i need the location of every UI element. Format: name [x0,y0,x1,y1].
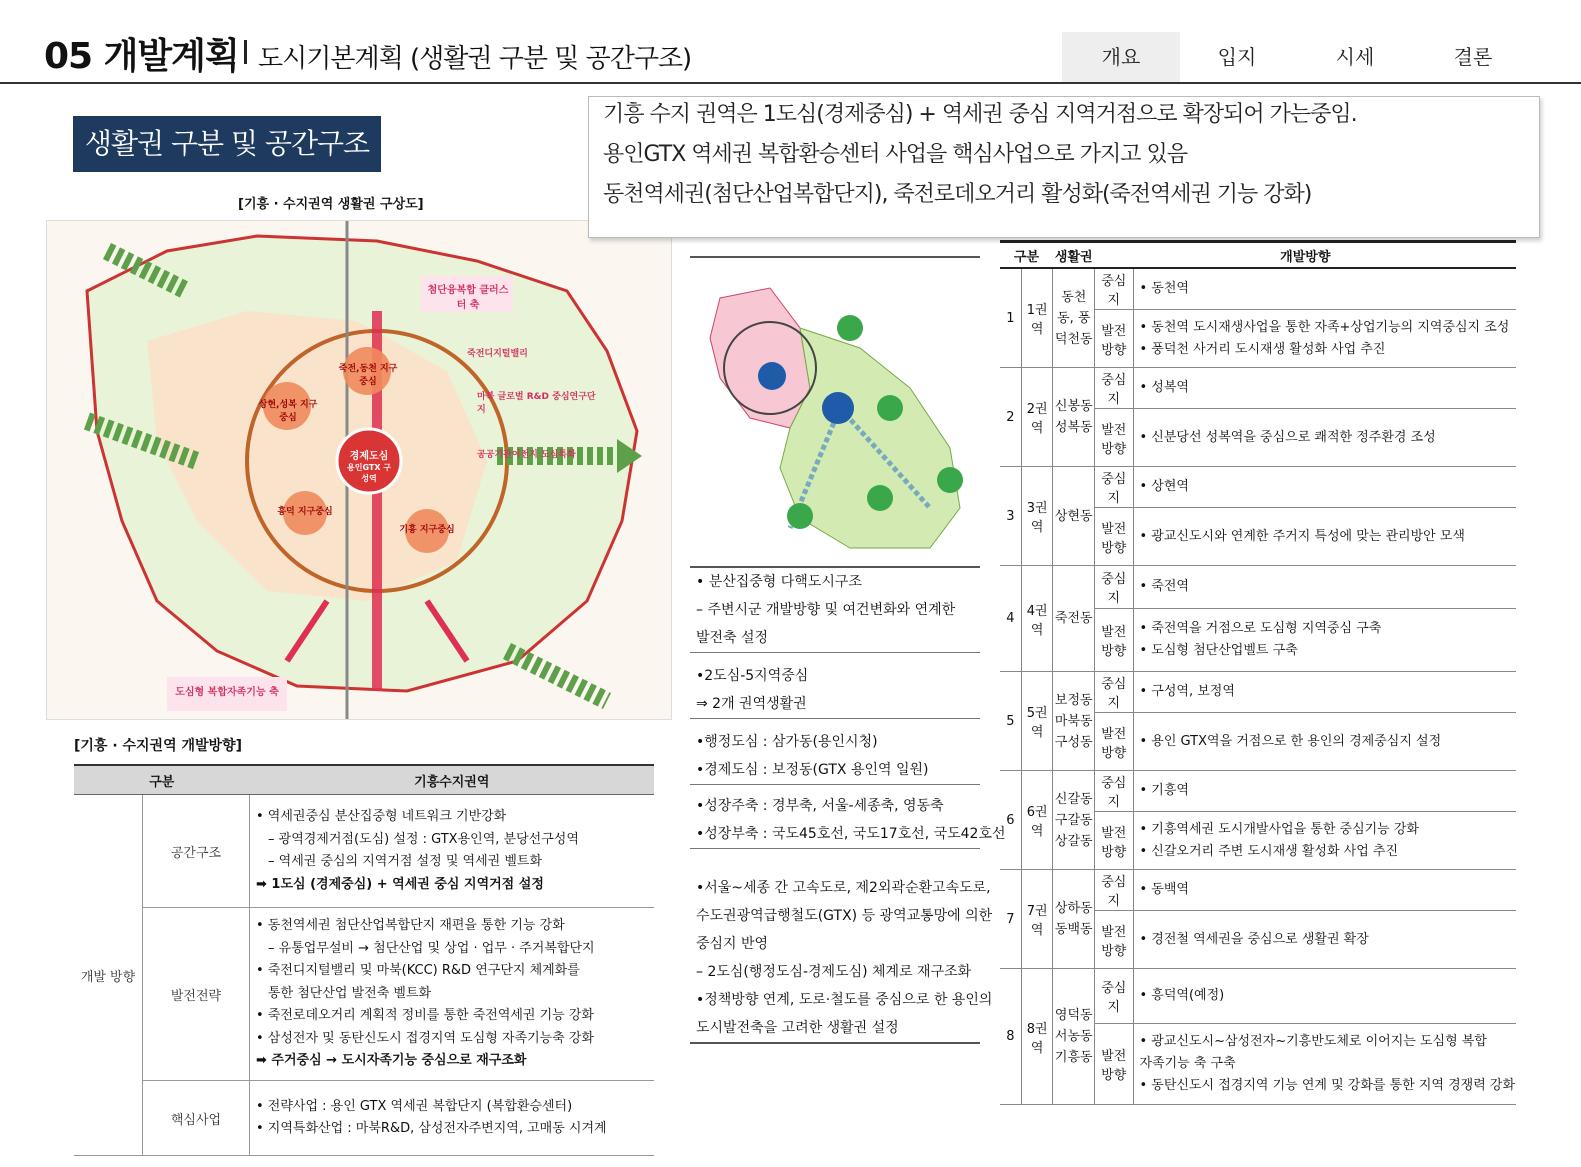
page-title: 05 개발계획 [44,36,239,77]
direction-line: • 광교신도시와 연계한 주거지 특성에 맞는 관리방안 모색 [1139,528,1465,544]
content-line: • 역세권중심 분산집중형 네트워크 기반강화 [256,809,507,824]
direction-line: • 용인 GTX역을 거점으로 한 용인의 경제중심지 설정 [1139,733,1442,749]
cluster-label: 첨단융복합 클러스터 축 [427,285,509,311]
zone-name: 2권역 [1021,368,1053,467]
tab-price[interactable]: 시세 [1335,45,1375,69]
table-row [1000,672,1516,713]
zone-number: 4 [1000,566,1021,672]
center-value: • 상현역 [1133,467,1516,508]
tab-location[interactable]: 입지 [1217,45,1257,69]
table-row [1000,566,1516,609]
zone-dong: 보정동 마북동 구성동 [1053,672,1095,771]
direction-line: • 동천역 도시재생사업을 통한 자족+상업기능의 지역중심지 조성 [1139,319,1510,335]
local-center [837,315,863,341]
title-divider [244,40,247,64]
center-value: • 구성역, 보정역 [1133,672,1516,713]
center-label: 중심지 [1095,467,1133,508]
zone-number: 5 [1000,672,1021,771]
callout-line: 용인GTX 역세권 복합환승센터 사업을 핵심사업으로 가지고 있음 [603,142,1188,167]
local-center [877,395,903,421]
direction-value [1133,609,1516,672]
zone-name: 6권역 [1021,771,1053,870]
middle-line: •2도심-5지역중심 [696,668,809,684]
local-center [937,467,963,493]
table-header-cell: 개발방향 [1095,242,1516,269]
zone-dong: 신갈동 구갈동 상갈동 [1053,771,1095,870]
direction-label: 발전방향 [1095,609,1133,672]
zone-dong: 동천동, 풍덕천동 [1053,268,1095,368]
table-row [74,795,654,908]
direction-line: • 풍덕천 사거리 도시재생 활성화 사업 추진 [1139,341,1386,357]
map-caption: [기흥 · 수지권역 생활권 구상도] [238,197,424,212]
zone-dong: 죽전동 [1053,566,1095,672]
direction-value [1133,812,1516,870]
direction-label: 발전방향 [1095,310,1133,368]
row-label: 공간구조 [143,795,250,908]
header-divider [0,82,1581,84]
zone-dong: 상현동 [1053,467,1095,566]
center-label: 중심지 [1095,268,1133,310]
content-line: • 죽전디지털밸리 및 마북(KCC) R&D 연구단지 체계화를 [256,963,580,979]
center-label: 중심지 [1095,870,1133,911]
direction-line: • 신분당선 성복역을 중심으로 쾌적한 정주환경 조성 [1139,429,1436,445]
direction-line: • 광교신도시~삼성전자~기흥반도체로 이어지는 도심형 복합 [1139,1034,1487,1049]
admin-center [758,362,786,390]
direction-line: • 기흥역세권 도시개발사업을 통한 중심기능 강화 [1139,821,1419,837]
content-line: – 광역경제거점(도심) 설정 : GTX용인역, 분당선구성역 [268,831,579,847]
direction-value [1133,310,1516,368]
center-label: 중심지 [1095,771,1133,812]
middle-line: •성장부축 : 국도45호선, 국도17호선, 국도42호선 [696,826,1006,842]
direction-line: • 동탄신도시 접경지역 기능 연계 및 강화를 통한 지역 경쟁력 강화 [1139,1078,1515,1093]
tab-overview[interactable]: 개요 [1062,32,1180,82]
summary-callout [588,96,1540,238]
heungdeok-label: 흥덕 지구중심 [277,507,333,517]
table-row [1000,467,1516,508]
sanghyeon-label: 상현,성복 지구중심 [258,400,318,423]
direction-line: • 도심형 첨단산업벨트 구축 [1139,643,1298,658]
content-line: • 전략사업 : 용인 GTX 역세권 복합단지 (복합환승센터) [256,1098,573,1114]
middle-line: – 주변시군 개발방향 및 여건변화와 연계한 [696,602,956,618]
direction-label: 발전방향 [1095,911,1133,969]
callout-line: 기흥 수지 권역은 1도심(경제중심) + 역세권 중심 지역거점으로 확장되어 가는중임. [603,102,1357,127]
direction-line: • 죽전역을 거점으로 도심형 지역중심 구축 [1139,621,1382,636]
table-header-cell: 구분 [74,765,250,795]
content-line: • 동천역세권 첨단산업복합단지 재편을 통한 기능 강화 [256,918,565,934]
direction-value [1133,409,1516,467]
content-line: ➡ 주거중심 → 도시자족기능 중심으로 재구조화 [256,1053,527,1069]
middle-line: – 2도심(행정도심-경제도심) 체계로 재구조화 [696,964,972,980]
middle-line: 중심지 반영 [696,936,769,952]
direction-line: • 경전철 역세권을 중심으로 생활권 확장 [1139,931,1369,947]
content-line: ➡ 1도심 (경제중심) + 역세권 중심 지역거점 설정 [256,876,544,892]
zone-name: 1권역 [1021,268,1053,368]
living-zone-concept-map [46,220,672,720]
zone-name: 4권역 [1021,566,1053,672]
giheung-label: 기흥 지구중심 [399,525,455,535]
content-line: – 유통업무설비 → 첨단산업 및 상업 · 업무 · 주거복합단지 [268,940,595,956]
content-line: – 역세권 중심의 지역거점 설정 및 역세권 벨트화 [268,854,543,869]
middle-line: 발전축 설정 [696,630,769,646]
row-content [250,795,655,908]
table-header-row [1000,242,1516,269]
middle-line: •경제도심 : 보정동(GTX 용인역 일원) [696,762,929,778]
table-row [1000,771,1516,812]
zone-number: 2 [1000,368,1021,467]
left-table-caption: [기흥 · 수지권역 개발방향] [74,738,242,754]
zone-name: 3권역 [1021,467,1053,566]
direction-label: 발전방향 [1095,508,1133,566]
center-value: • 흥덕역(예정) [1133,969,1516,1024]
table-header-row [74,765,654,795]
zone-dong: 영덕동 서농동 기흥동 [1053,969,1095,1105]
center-value: • 동백역 [1133,870,1516,911]
direction-label: 발전방향 [1095,812,1133,870]
zone-number: 1 [1000,268,1021,368]
table-header-cell: 생활권 [1053,242,1095,269]
center-label: 중심지 [1095,566,1133,609]
zone-number: 8 [1000,969,1021,1105]
middle-line: •정책방향 연계, 도로·철도를 중심으로 한 용인의 [696,992,993,1008]
center-value: • 죽전역 [1133,566,1516,609]
center-value: • 성복역 [1133,368,1516,409]
middle-box-3 [690,728,980,785]
direction-line: • 신갈오거리 주변 도시재생 활성화 사업 추진 [1139,843,1399,859]
middle-box-4 [690,792,1006,849]
table-row [74,1081,654,1156]
structure-map-graphic [690,258,980,564]
content-line: • 죽전로데오거리 계획적 정비를 통한 죽전역세권 기능 강화 [256,1008,594,1024]
row-content [250,1081,655,1156]
callout-line: 동천역세권(첨단산업복합단지), 죽전로데오거리 활성화(죽전역세권 기능 강화) [603,182,1312,207]
content-line: • 지역특화산업 : 마북R&D, 삼성전자주변지역, 고매동 시겨계 [256,1121,607,1136]
table-row [1000,969,1516,1024]
zone-name: 5권역 [1021,672,1053,771]
middle-box-2 [690,662,980,719]
content-line: • 삼성전자 및 동탄신도시 접경지역 도심형 자족기능축 강화 [256,1030,594,1046]
center-label-text: 경제도심 [349,451,389,462]
middle-line: 도시발전축을 고려한 생활권 설정 [696,1020,899,1036]
economic-center [822,392,854,424]
table-header-cell: 구분 [1000,242,1053,269]
middle-box-1 [690,566,980,653]
middle-line: •성장주축 : 경부축, 서울-세종축, 영동축 [696,798,944,814]
row-label: 발전전략 [143,908,250,1081]
local-center [867,485,893,511]
direction-label: 발전방향 [1095,713,1133,771]
page-subtitle: 도시기본계획 (생활권 구분 및 공간구조) [258,44,692,74]
center-label: 중심지 [1095,969,1133,1024]
content-line: 통한 첨단산업 발전축 벨트화 [268,985,432,1001]
public-label: 공공기관이전지 도심특화 [477,450,576,460]
center-label [344,447,394,484]
direction-label: 발전방향 [1095,409,1133,467]
table-row [74,908,654,1081]
table-row [1000,268,1516,310]
mabuk-label: 마북 글로벌 R&D 중심연구단지 [477,392,596,415]
middle-box-5 [690,874,993,1044]
direction-value [1133,508,1516,566]
direction-value [1133,1024,1516,1105]
zone-number: 6 [1000,771,1021,870]
middle-line: •서울~세종 간 고속도로, 제2외곽순환고속도로, [696,880,991,896]
living-zone-table [1000,240,1516,1105]
direction-value [1133,713,1516,771]
zone-dong: 신봉동 성복동 [1053,368,1095,467]
group-label: 개발 방향 [74,795,143,1156]
row-content [250,908,655,1081]
zone-name: 7권역 [1021,870,1053,969]
center-sublabel-text: 용인GTX 구성역 [346,463,392,483]
middle-line: 수도권광역급행철도(GTX) 등 광역교통망에 의한 [696,908,993,924]
center-value: • 기흥역 [1133,771,1516,812]
zone-name: 8권역 [1021,969,1053,1105]
center-value: • 동천역 [1133,268,1516,310]
center-label: 중심지 [1095,368,1133,409]
local-center [787,503,813,529]
direction-line: 자족기능 축 구축 [1139,1056,1236,1071]
zone-dong: 상하동 동백동 [1053,870,1095,969]
table-row [1000,870,1516,911]
middle-line: • 분산집중형 다핵도시구조 [696,574,862,590]
tab-conclusion[interactable]: 결론 [1453,45,1493,69]
jukjeon-label: 죽전,동천 지구중심 [338,364,398,387]
zone-number: 7 [1000,870,1021,969]
development-direction-table [74,764,654,1156]
row-label: 핵심사업 [143,1081,250,1156]
direction-value [1133,911,1516,969]
dosim-label: 도심형 복합자족기능 축 [175,687,279,698]
middle-line: •행정도심 : 삼가동(용인시청) [696,734,878,750]
table-header-cell: 기흥수지권역 [250,765,655,795]
zone-number: 3 [1000,467,1021,566]
section-label: 생활권 구분 및 공간구조 [73,116,381,172]
digital-valley-label: 죽전디지털밸리 [467,349,528,359]
urban-structure-map [690,256,980,566]
middle-line: ⇒ 2개 권역생활권 [696,696,807,712]
table-row [1000,368,1516,409]
center-label: 중심지 [1095,672,1133,713]
direction-label: 발전방향 [1095,1024,1133,1105]
